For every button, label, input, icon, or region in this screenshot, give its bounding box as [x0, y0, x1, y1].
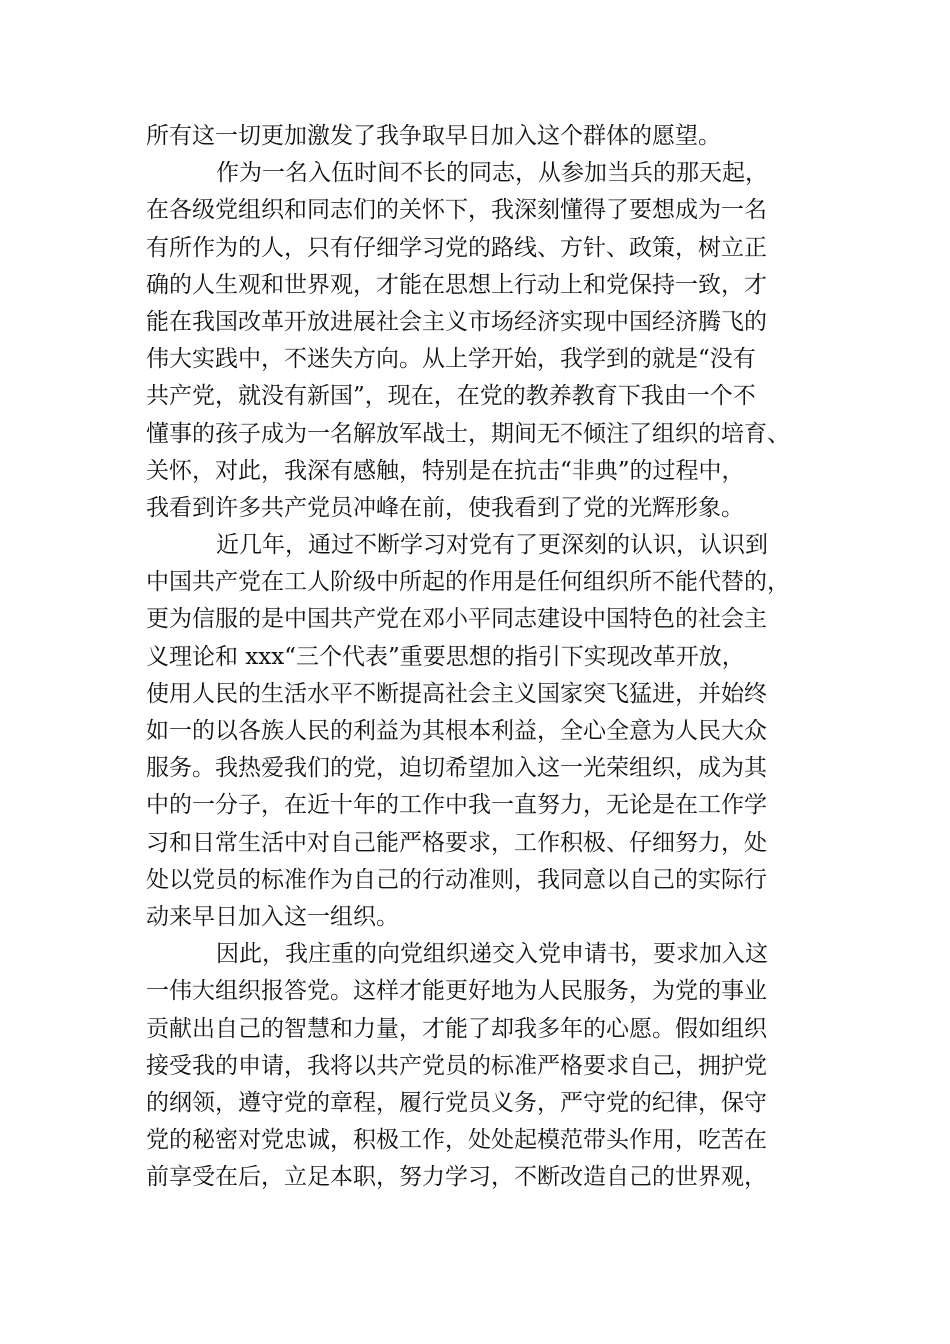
text-line: 关怀，对此，我深有感触，特别是在抗击“非典”的过程中， — [146, 457, 745, 484]
text-line: 共产党，就没有新国”，现在，在党的教养教育下我由一个不 — [146, 383, 756, 410]
paragraph-first-line: 作为一名入伍时间不长的同志，从参加当兵的那天起， — [216, 160, 768, 187]
paragraph-first-line: 近几年，通过不断学习对党有了更深刻的认识，认识到 — [216, 532, 768, 559]
text-line: 如一的以各族人民的利益为其根本利益，全心全意为人民大众 — [146, 718, 767, 744]
text-line: 习和日常生活中对自己能严格要求，工作积极、仔细努力，处 — [146, 829, 767, 856]
text-line: 动来早日加入这一组织。 — [146, 903, 399, 930]
body-text — [146, 118, 814, 1196]
text-line: 伟大实践中，不迷失方向。从上学开始，我学到的就是“没有 — [146, 346, 756, 373]
text-line: 我看到许多共产党员冲峰在前，使我看到了党的光辉形象。 — [146, 494, 744, 521]
text-line: 义理论和 xxx“三个代表”重要思想的指引下实现改革开放， — [146, 643, 745, 670]
text-line: 中国共产党在工人阶级中所起的作用是任何组织所不能代替的， — [146, 569, 790, 596]
text-line: 有所作为的人，只有仔细学习党的路线、方针、政策，树立正 — [146, 234, 767, 261]
paragraph-first-line: 因此，我庄重的向党组织递交入党申请书，要求加入这 — [216, 941, 768, 968]
text-line: 使用人民的生活水平不断提高社会主义国家突飞猛进，并始终 — [146, 680, 767, 707]
text-line: 在各级党组织和同志们的关怀下，我深刻懂得了要想成为一名 — [146, 197, 767, 224]
text-line: 党的秘密对党忠诚，积极工作，处处起模范带头作用，吃苦在 — [146, 1127, 767, 1154]
text-line: 中的一分子，在近十年的工作中我一直努力，无论是在工作学 — [146, 792, 767, 819]
text-line: 懂事的孩子成为一名解放军战士，期间无不倾注了组织的培育、 — [146, 420, 790, 447]
text-line: 的纲领，遵守党的章程，履行党员义务，严守党的纪律，保守 — [146, 1089, 767, 1116]
text-line: 前享受在后，立足本职，努力学习，不断改造自己的世界观， — [146, 1164, 767, 1191]
text-line: 确的人生观和世界观，才能在思想上行动上和党保持一致，才 — [146, 271, 767, 298]
text-line: 能在我国改革开放进展社会主义市场经济实现中国经济腾飞的 — [146, 308, 767, 335]
text-line: 贡献出自己的智慧和力量，才能了却我多年的心愿。假如组织 — [146, 1015, 767, 1042]
text-line: 更为信服的是中国共产党在邓小平同志建设中国特色的社会主 — [146, 606, 767, 633]
text-line: 接受我的申请，我将以共产党员的标准严格要求自己，拥护党 — [146, 1052, 767, 1079]
text-line: 服务。我热爱我们的党，迫切希望加入这一光荣组织，成为其 — [146, 755, 767, 782]
text-line: 所有这一切更加激发了我争取早日加入这个群体的愿望。 — [146, 123, 721, 149]
text-line: 一伟大组织报答党。这样才能更好地为人民服务，为党的事业 — [146, 978, 767, 1005]
text-line: 处以党员的标准作为自己的行动准则，我同意以自己的实际行 — [146, 866, 767, 893]
